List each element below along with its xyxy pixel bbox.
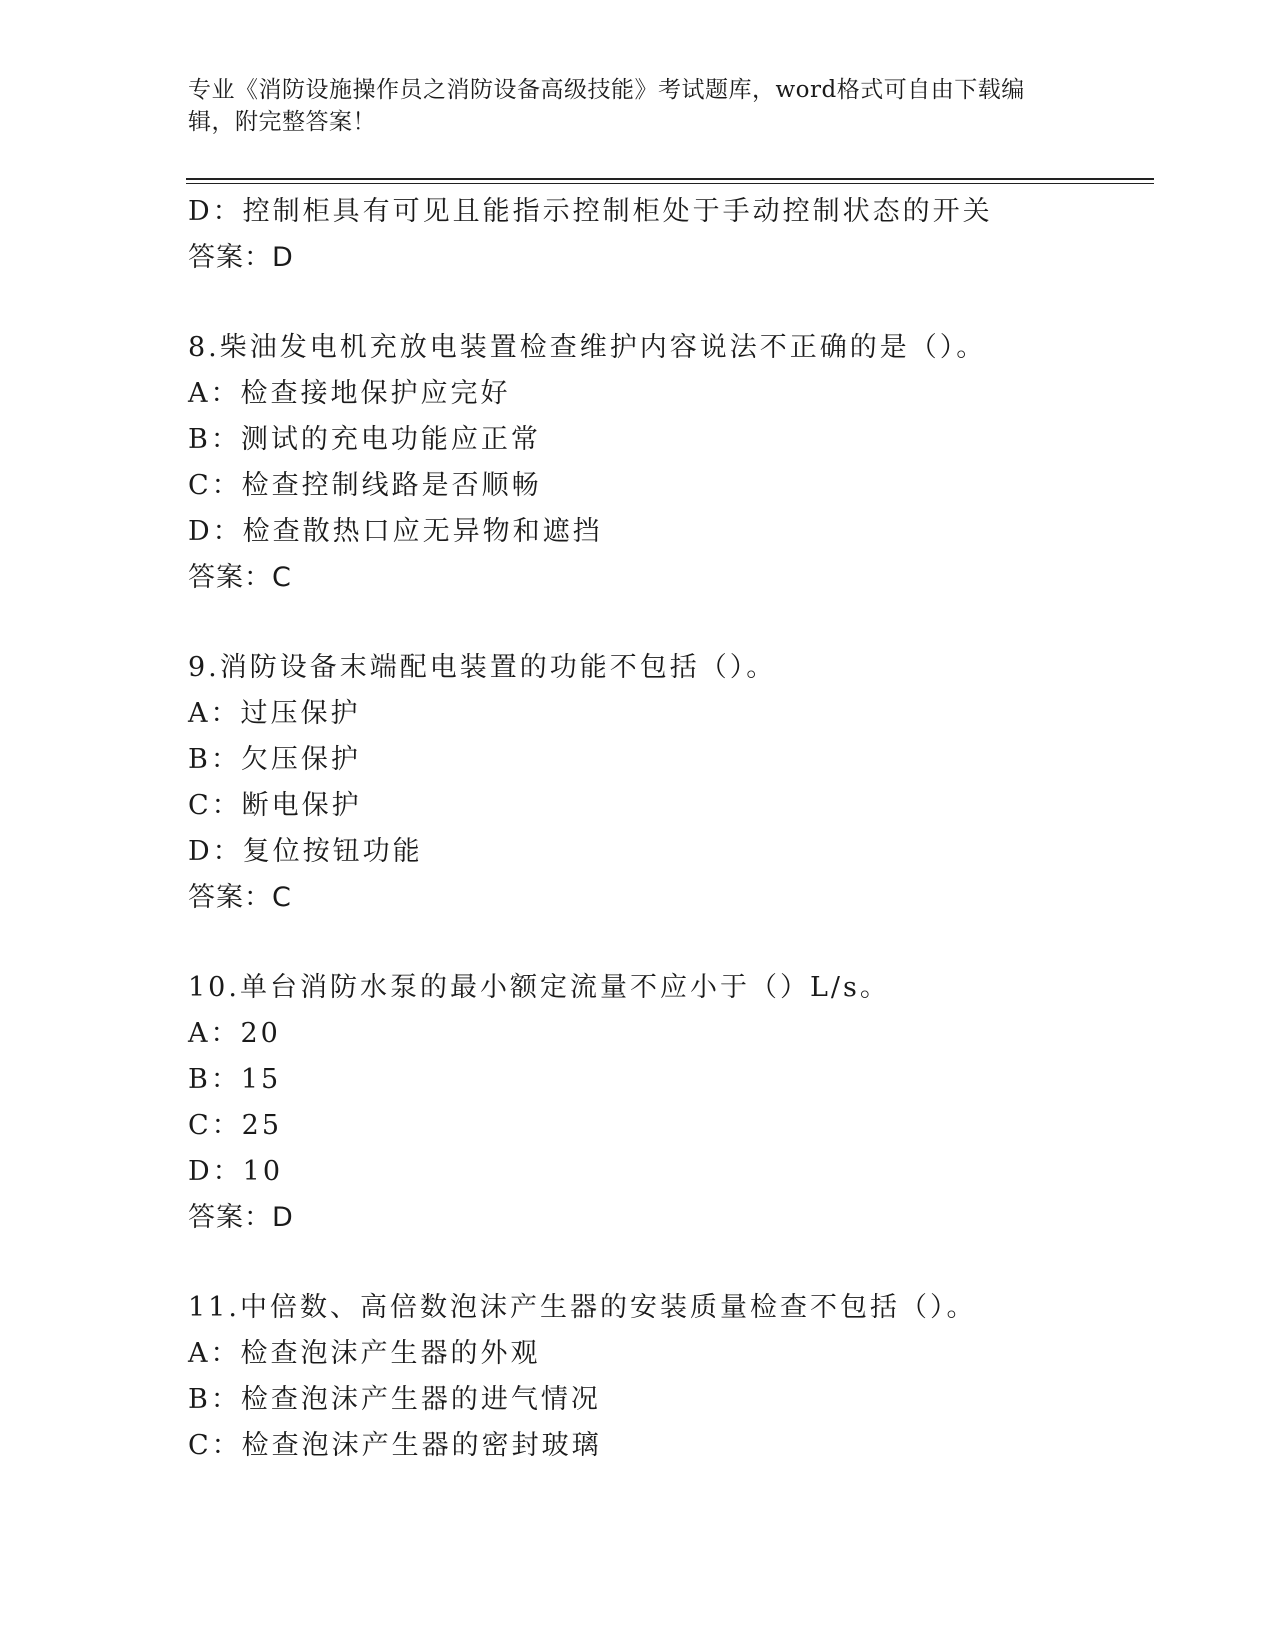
answer-line: 答案：D	[188, 1202, 294, 1233]
option-d: D：10	[188, 1156, 284, 1187]
header-line-1: 专业《消防设施操作员之消防设备高级技能》考试题库，word格式可自由下载编	[188, 77, 1025, 103]
option-b: B：欠压保护	[188, 744, 361, 775]
option-a: A：过压保护	[188, 698, 361, 729]
option-c: C：检查控制线路是否顺畅	[188, 470, 542, 501]
option-b: B：测试的充电功能应正常	[188, 424, 541, 455]
question-text: 9.消防设备末端配电装置的功能不包括（）。	[188, 652, 777, 683]
question-10	[188, 965, 1148, 1241]
question-11	[188, 1285, 1148, 1469]
header-divider-thin	[186, 183, 1154, 184]
option-c: C：断电保护	[188, 790, 362, 821]
option-a: A：20	[188, 1018, 281, 1049]
option-c: C：检查泡沫产生器的密封玻璃	[188, 1430, 602, 1461]
option-c: C：25	[188, 1110, 283, 1141]
question-7-tail	[188, 189, 1148, 281]
answer-line: 答案：C	[188, 562, 292, 593]
option-d: D：控制柜具有可见且能指示控制柜处于手动控制状态的开关	[188, 196, 993, 227]
option-a: A：检查泡沫产生器的外观	[188, 1338, 541, 1369]
answer-line: 答案：D	[188, 242, 294, 273]
question-8	[188, 325, 1148, 601]
question-text: 11.中倍数、高倍数泡沫产生器的安装质量检查不包括（）。	[188, 1292, 977, 1323]
option-b: B：15	[188, 1064, 282, 1095]
question-list	[188, 189, 1148, 1469]
option-a: A：检查接地保护应完好	[188, 378, 511, 409]
option-d: D：复位按钮功能	[188, 836, 423, 867]
question-9	[188, 645, 1148, 921]
answer-line: 答案：C	[188, 882, 292, 913]
question-text: 10.单台消防水泵的最小额定流量不应小于（）L/s。	[188, 972, 890, 1003]
header-divider-thick	[186, 178, 1154, 180]
document-header	[188, 74, 1068, 138]
option-b: B：检查泡沫产生器的进气情况	[188, 1384, 601, 1415]
header-line-2: 辑，附完整答案！	[188, 109, 376, 135]
question-text: 8.柴油发电机充放电装置检查维护内容说法不正确的是（）。	[188, 332, 987, 363]
option-d: D：检查散热口应无异物和遮挡	[188, 516, 603, 547]
